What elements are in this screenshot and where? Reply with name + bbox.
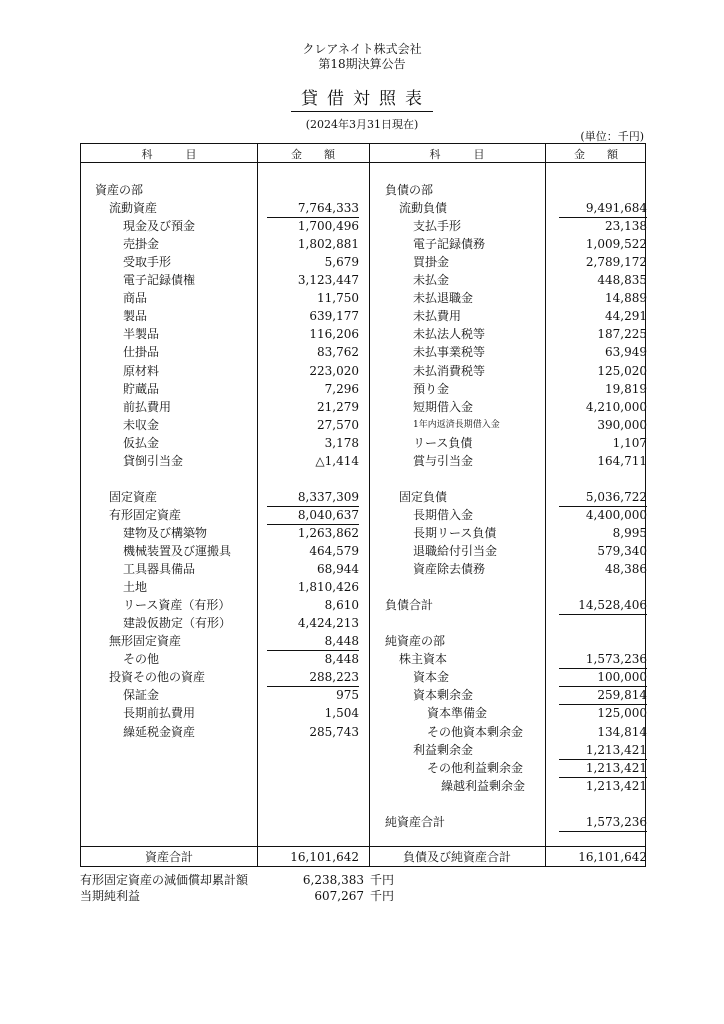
asset-item-amount: 288,223 xyxy=(267,669,359,687)
asset-item-amount: 975 xyxy=(336,688,359,703)
liability-item-amount: 4,210,000 xyxy=(585,399,647,414)
liability-item-amount: 48,386 xyxy=(605,562,647,577)
asset-item-amount: 464,579 xyxy=(309,544,359,558)
asset-item-label: 電子記録債権 xyxy=(123,273,196,288)
asset-item-amount: 83,762 xyxy=(317,345,359,360)
liability-item-label: 短期借入金 xyxy=(413,399,474,414)
liability-item-amount: 19,819 xyxy=(605,381,647,396)
liability-item-amount: 1,213,421 xyxy=(559,760,647,778)
asset-item-label: 前払費用 xyxy=(123,399,172,414)
liability-item-label: 1年内返済長期借入金 xyxy=(413,419,500,430)
asset-item-label: 無形固定資産 xyxy=(109,634,182,649)
asset-item-label: 土地 xyxy=(123,580,148,595)
liability-item-label: 資本剰余金 xyxy=(413,688,474,703)
asset-item-label: リース資産（有形） xyxy=(123,598,231,613)
asset-item-amount: 11,750 xyxy=(317,291,359,306)
asset-item-label: 貸倒引当金 xyxy=(123,453,184,468)
asset-item-amount: 68,944 xyxy=(317,562,359,577)
asset-item-amount: 639,177 xyxy=(309,309,359,324)
liability-item-label: 負債の部 xyxy=(385,183,434,197)
liability-item-label: 資本準備金 xyxy=(427,706,488,721)
liability-item-amount: 125,000 xyxy=(597,706,647,721)
asset-item-label: 原材料 xyxy=(123,363,160,378)
liability-item-label: 株主資本 xyxy=(399,652,448,667)
asset-item-label: 現金及び預金 xyxy=(123,219,196,234)
liability-item-amount: 164,711 xyxy=(597,453,647,468)
liability-item-label: 固定負債 xyxy=(399,489,448,504)
page-title xyxy=(0,84,724,109)
asset-item-amount: 1,700,496 xyxy=(297,219,359,234)
asset-item-amount: 27,570 xyxy=(317,417,359,432)
note-label: 当期純利益 xyxy=(80,889,141,903)
asset-item-amount: 3,123,447 xyxy=(297,273,359,288)
liability-item-amount: 187,225 xyxy=(597,327,647,342)
asset-item-amount: 116,206 xyxy=(309,327,359,342)
asset-item-amount: 8,448 xyxy=(267,633,359,651)
asset-item-amount: 8,610 xyxy=(324,598,359,613)
liability-item-amount: 14,889 xyxy=(605,291,647,306)
liability-item-label: 流動負債 xyxy=(399,201,448,216)
asset-item-label: 資産の部 xyxy=(95,183,144,197)
liability-item-label: 未払事業税等 xyxy=(413,345,486,360)
total-assets-amount: 16,101,642 xyxy=(290,850,359,864)
liability-item-amount: 9,491,684 xyxy=(559,200,647,218)
asset-item-label: 受取手形 xyxy=(123,255,172,270)
asset-item-amount: 7,296 xyxy=(324,381,359,396)
liability-item-label: 長期リース負債 xyxy=(413,525,497,540)
liability-item-label: 利益剰余金 xyxy=(413,742,474,757)
asset-item-amount: 5,679 xyxy=(324,255,359,270)
asset-item-amount: 8,448 xyxy=(324,652,359,667)
liability-item-amount: 4,400,000 xyxy=(585,507,647,522)
liability-item-amount: 1,107 xyxy=(612,435,647,450)
asset-item-amount: 21,279 xyxy=(317,399,359,414)
liability-item-amount: 5,036,722 xyxy=(559,489,647,507)
liability-item-label: 買掛金 xyxy=(413,255,450,270)
asset-item-label: 商品 xyxy=(123,291,148,306)
liability-item-label: 資産除去債務 xyxy=(413,562,486,577)
liability-item-amount: 8,995 xyxy=(612,525,647,540)
asset-item-amount: 1,504 xyxy=(324,706,359,721)
header-rule xyxy=(81,162,645,163)
liability-item-amount: 448,835 xyxy=(597,273,647,288)
left-amount-header: 金 額 xyxy=(291,148,335,161)
liability-item-label: 純資産合計 xyxy=(385,814,446,829)
left-item-header: 科 目 xyxy=(141,148,197,161)
asset-item-label: 貯蔵品 xyxy=(123,381,160,396)
total-liabilities-equity-amount: 16,101,642 xyxy=(578,850,647,864)
asset-item-amount: 1,810,426 xyxy=(297,580,359,595)
liability-item-amount: 1,213,421 xyxy=(559,742,647,760)
liability-item-label: 未払退職金 xyxy=(413,291,474,306)
note-net-income xyxy=(80,888,394,904)
note-unit: 千円 xyxy=(370,873,395,887)
liability-item-amount: 1,213,421 xyxy=(585,778,647,793)
asset-item-amount: 3,178 xyxy=(324,435,359,450)
asset-item-label: 投資その他の資産 xyxy=(109,670,206,685)
asset-item-label: 建設仮勘定（有形） xyxy=(123,616,232,631)
asset-item-label: 長期前払費用 xyxy=(123,706,196,721)
liability-item-amount: 63,949 xyxy=(605,345,647,360)
liability-item-label: 支払手形 xyxy=(413,219,462,234)
right-item-header: 科 目 xyxy=(429,148,485,161)
asset-item-label: 固定資産 xyxy=(109,489,158,504)
liability-item-label: 預り金 xyxy=(413,381,450,396)
page-title-text: 貸借対照表 xyxy=(291,89,433,112)
column-divider xyxy=(369,144,370,866)
asset-item-label: その他 xyxy=(123,652,160,667)
totals-rule xyxy=(81,846,645,847)
liability-item-label: 未払金 xyxy=(413,273,450,288)
column-divider xyxy=(257,144,258,866)
asset-item-label: 流動資産 xyxy=(109,201,158,216)
asset-item-label: 売掛金 xyxy=(123,237,160,252)
asset-item-label: 保証金 xyxy=(123,688,160,703)
asset-item-amount: 285,743 xyxy=(309,724,359,739)
asset-item-amount: 8,337,309 xyxy=(267,489,359,507)
note-label: 有形固定資産の減価償却累計額 xyxy=(80,873,249,887)
unit-label: (単位：千円) xyxy=(580,130,644,143)
liability-item-amount: 1,573,236 xyxy=(559,651,647,669)
asset-item-label: 工具器具備品 xyxy=(123,562,196,577)
liability-item-label: 未払消費税等 xyxy=(413,363,486,378)
total-liabilities-equity-label: 負債及び純資産合計 xyxy=(402,850,511,864)
company-name: クレアネイト株式会社 xyxy=(302,42,422,56)
as-of-date: (2024年3月31日現在) xyxy=(305,118,419,131)
liability-item-label: その他資本剰余金 xyxy=(427,724,524,739)
asset-item-amount: 1,263,862 xyxy=(297,525,359,540)
liability-item-label: 長期借入金 xyxy=(413,507,474,522)
liability-item-label: 退職給付引当金 xyxy=(413,544,498,558)
note-value: 607,267 xyxy=(314,889,364,903)
note-unit: 千円 xyxy=(370,889,395,903)
liability-item-label: リース負債 xyxy=(413,435,473,450)
asset-item-amount xyxy=(267,182,359,199)
asset-item-amount: 4,424,213 xyxy=(297,616,359,631)
liability-item-amount xyxy=(559,182,647,199)
asset-item-label: 未収金 xyxy=(123,417,160,432)
liability-item-amount xyxy=(559,633,647,650)
liability-item-amount: 2,789,172 xyxy=(585,255,647,270)
asset-item-amount: 7,764,333 xyxy=(267,200,359,218)
asset-item-label: 製品 xyxy=(123,309,148,324)
asset-item-label: 機械装置及び運搬具 xyxy=(123,544,232,558)
asset-item-label: 仮払金 xyxy=(123,435,160,450)
asset-item-label: 有形固定資産 xyxy=(109,507,182,522)
liability-item-label: 未払法人税等 xyxy=(413,327,486,342)
note-value: 6,238,383 xyxy=(302,873,364,887)
column-divider xyxy=(545,144,546,866)
asset-item-label: 繰延税金資産 xyxy=(123,724,196,739)
asset-item-label: 建物及び構築物 xyxy=(123,525,208,540)
balance-sheet-table xyxy=(80,143,646,867)
liability-item-label: その他利益剰余金 xyxy=(427,760,524,775)
asset-item-label: 半製品 xyxy=(123,327,160,342)
liability-item-amount: 1,009,522 xyxy=(585,237,647,252)
liability-item-label: 純資産の部 xyxy=(385,634,446,649)
asset-item-amount: △1,414 xyxy=(315,453,359,468)
asset-item-label: 仕掛品 xyxy=(123,345,160,360)
liability-item-label: 電子記録債務 xyxy=(413,237,486,252)
liability-item-amount: 125,020 xyxy=(597,363,647,378)
period-label: 第18期決算公告 xyxy=(318,57,406,71)
liability-item-amount: 23,138 xyxy=(605,219,647,234)
total-assets-label: 資産合計 xyxy=(144,850,193,864)
liability-item-label: 賞与引当金 xyxy=(413,453,474,468)
asset-item-amount: 1,802,881 xyxy=(297,237,359,252)
notes xyxy=(80,872,394,904)
liability-item-amount: 44,291 xyxy=(605,309,647,324)
liability-item-amount: 579,340 xyxy=(597,544,647,558)
liability-item-amount: 1,573,236 xyxy=(559,814,647,832)
liability-item-label: 未払費用 xyxy=(413,309,462,324)
liability-item-amount: 259,814 xyxy=(559,687,647,705)
liability-item-amount: 134,814 xyxy=(597,724,647,739)
asset-item-amount: 223,020 xyxy=(309,363,359,378)
liability-item-label: 負債合計 xyxy=(385,598,434,613)
liability-item-amount: 100,000 xyxy=(559,669,647,687)
liability-item-amount: 14,528,406 xyxy=(559,597,647,615)
liability-item-label: 繰越利益剰余金 xyxy=(441,778,526,793)
company-header xyxy=(0,42,724,72)
liability-item-label: 資本金 xyxy=(413,670,450,685)
right-amount-header: 金 額 xyxy=(574,148,618,161)
asset-item-amount: 8,040,637 xyxy=(267,507,359,525)
liability-item-amount: 390,000 xyxy=(597,417,647,432)
note-depreciation xyxy=(80,872,394,888)
